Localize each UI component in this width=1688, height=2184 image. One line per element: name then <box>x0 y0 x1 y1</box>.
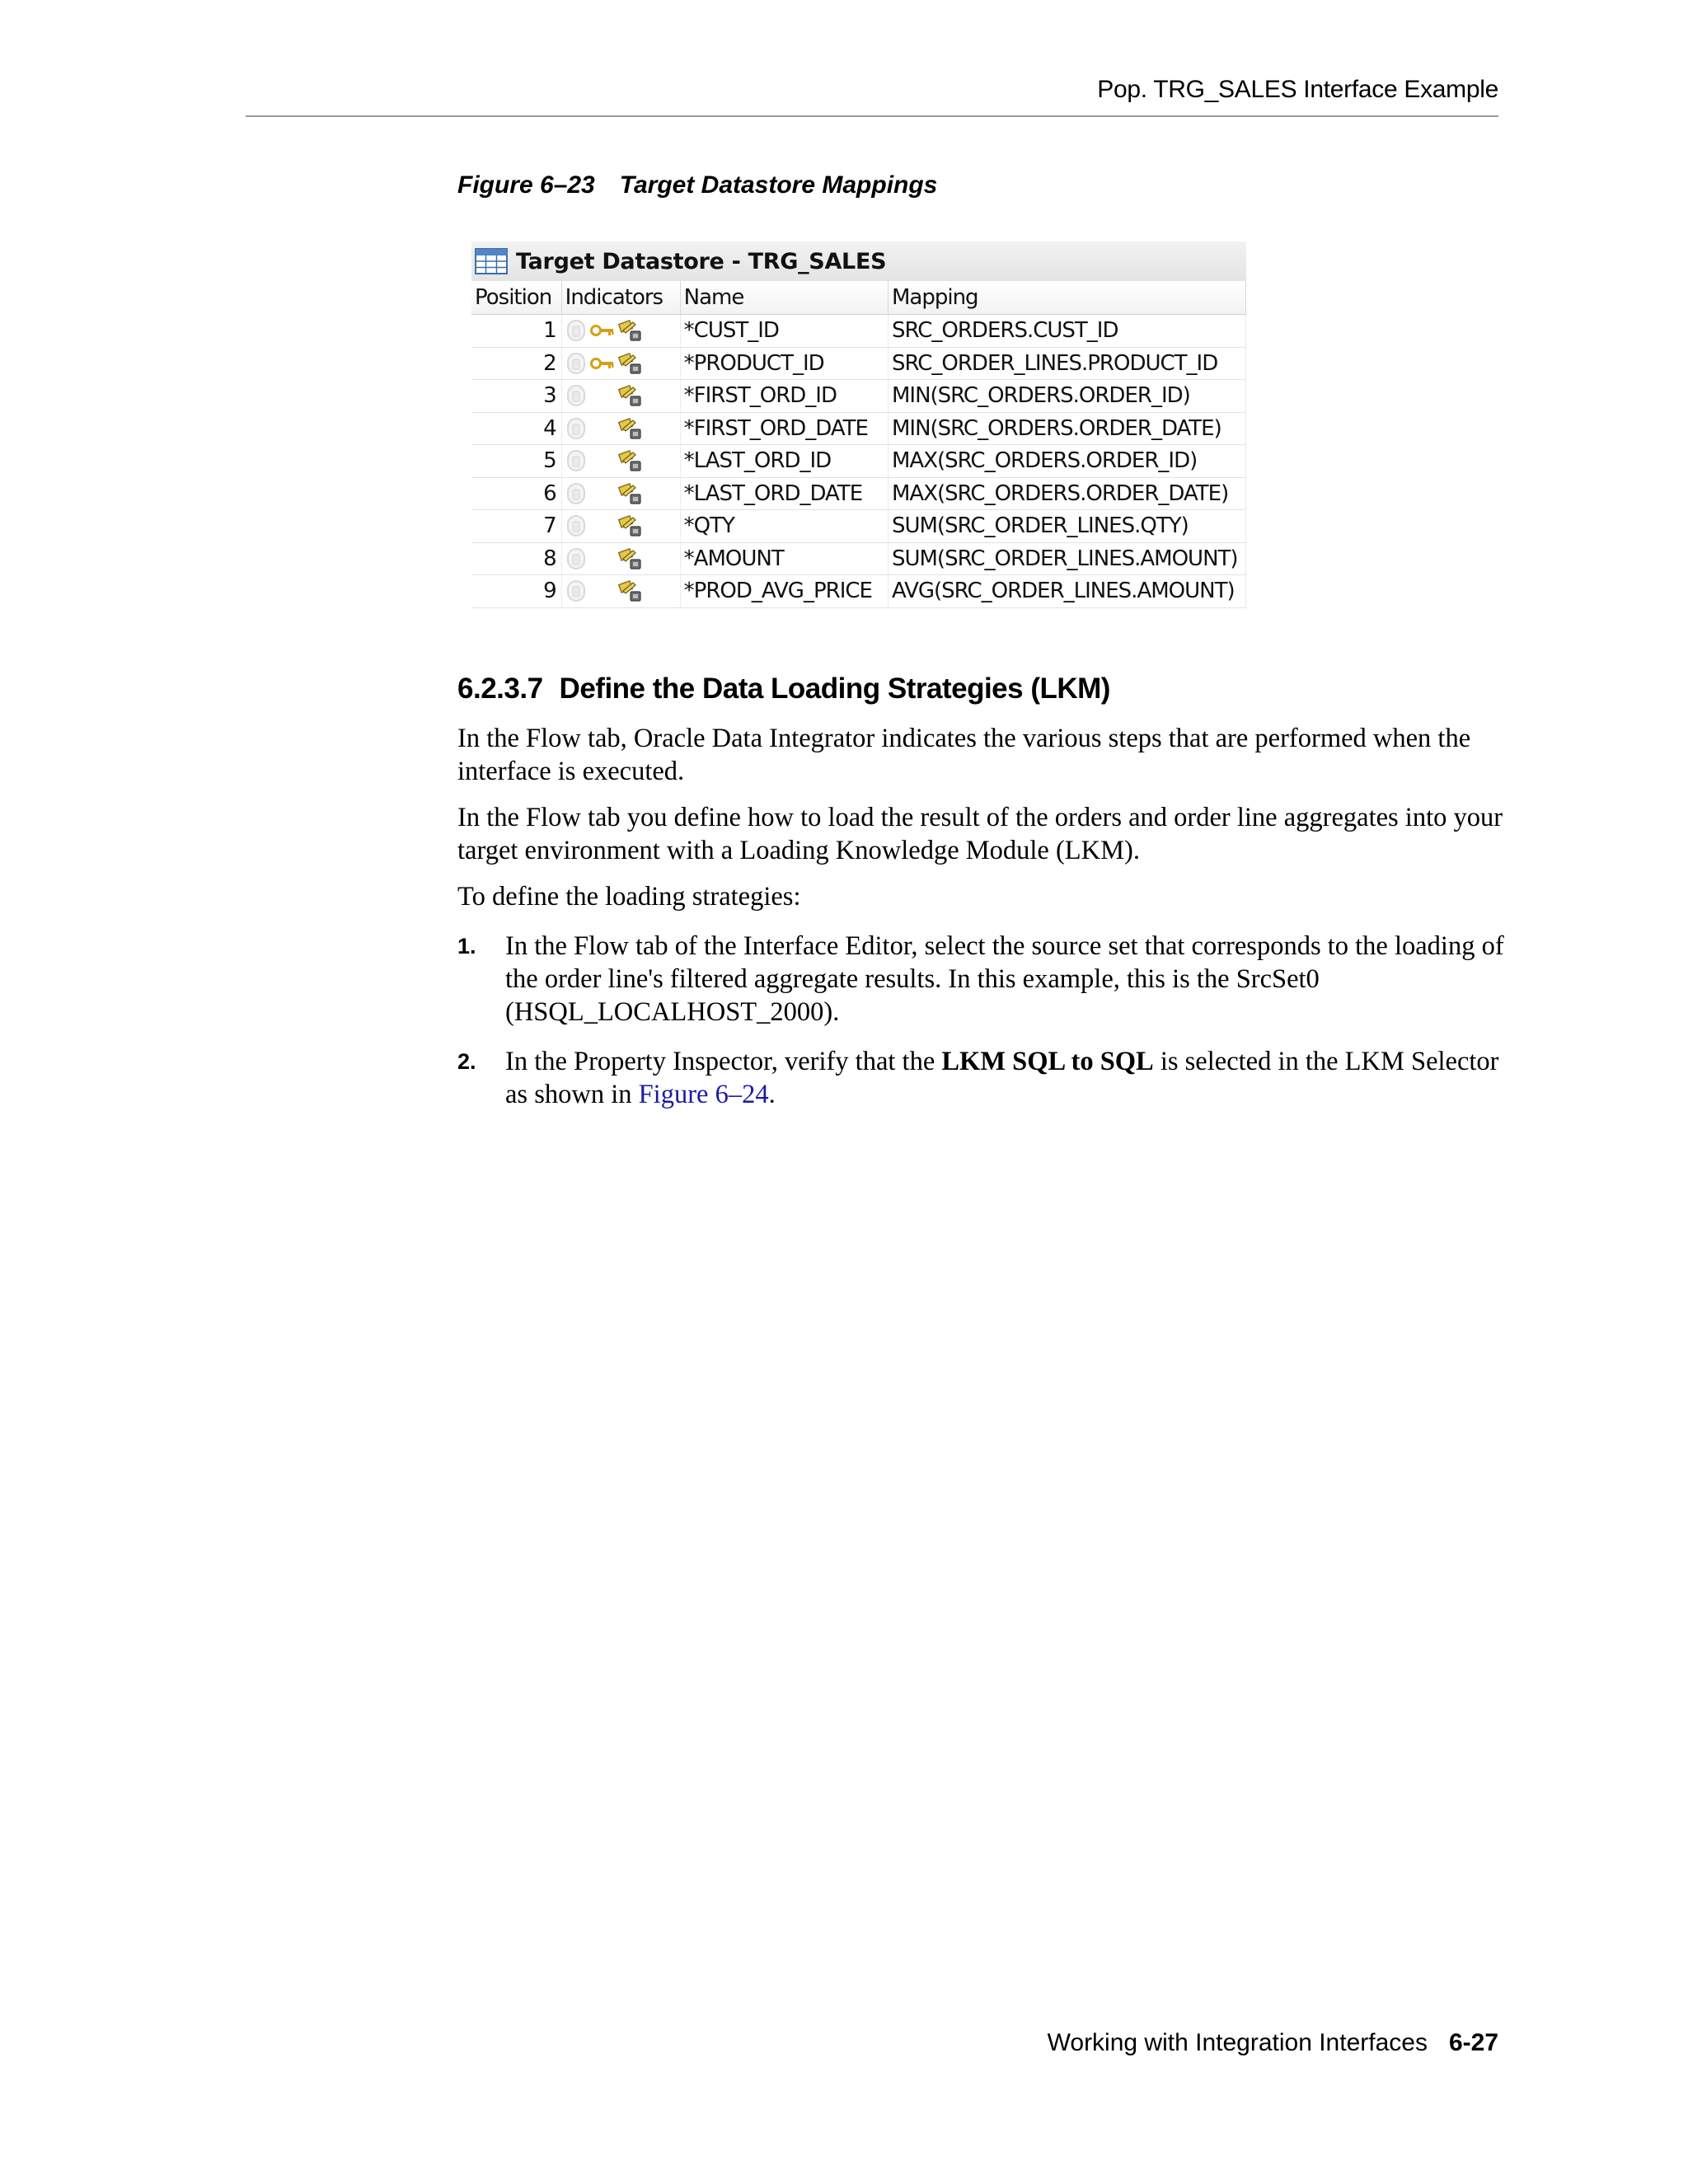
row-indicators <box>561 445 680 478</box>
panel-title: Target Datastore - TRG_SALES <box>516 248 887 274</box>
column-header-indicators[interactable]: Indicators <box>561 281 680 315</box>
table-row[interactable] <box>471 477 1246 510</box>
row-mapping: MAX(SRC_ORDERS.ORDER_DATE) <box>888 477 1245 510</box>
mapping-icon <box>618 384 643 407</box>
mapping-icon <box>618 514 643 537</box>
table-row[interactable] <box>471 347 1246 380</box>
execution-location-icon <box>565 351 587 376</box>
execution-location-icon <box>565 546 587 571</box>
execution-location-icon <box>565 318 587 343</box>
row-name: *LAST_ORD_DATE <box>680 477 888 510</box>
running-header <box>246 73 1498 117</box>
indicator-icons <box>565 575 677 607</box>
row-name: *FIRST_ORD_ID <box>680 380 888 413</box>
indicator-icons <box>565 413 677 445</box>
paragraph-define-strategies: To define the loading strategies: <box>457 882 801 912</box>
section-heading <box>457 673 1110 705</box>
row-position: 3 <box>471 380 561 413</box>
row-position: 7 <box>471 510 561 543</box>
row-mapping: SRC_ORDER_LINES.PRODUCT_ID <box>888 347 1245 380</box>
row-mapping: SRC_ORDERS.CUST_ID <box>888 315 1245 348</box>
step-1-text: In the Flow tab of the Interface Editor, select the source set that corresponds to the loading of the order line's filtered aggregate results. In this example, this is the SrcSet0 (HSQL_LOCALHOST_2000). <box>505 931 1504 1027</box>
row-name: *PRODUCT_ID <box>680 347 888 380</box>
mapping-icon <box>618 417 643 440</box>
indicator-icons <box>565 445 677 477</box>
row-indicators <box>561 412 680 445</box>
table-row[interactable] <box>471 575 1246 608</box>
step-2-text <box>505 1045 1504 1111</box>
row-mapping: AVG(SRC_ORDER_LINES.AMOUNT) <box>888 575 1245 608</box>
row-indicators <box>561 347 680 380</box>
figure-title: Target Datastore Mappings <box>619 171 938 199</box>
page-number: 6-27 <box>1448 2029 1498 2056</box>
execution-location-icon <box>565 416 587 441</box>
row-name: *CUST_ID <box>680 315 888 348</box>
running-footer <box>1048 2029 1498 2057</box>
running-title: Pop. TRG_SALES Interface Example <box>1097 76 1498 103</box>
row-name: *PROD_AVG_PRICE <box>680 575 888 608</box>
row-mapping: MAX(SRC_ORDERS.ORDER_ID) <box>888 445 1245 478</box>
mapping-icon <box>618 579 643 602</box>
row-position: 1 <box>471 315 561 348</box>
key-icon <box>590 321 615 340</box>
row-name: *QTY <box>680 510 888 543</box>
column-header-name[interactable]: Name <box>680 281 888 315</box>
row-indicators <box>561 380 680 413</box>
table-icon <box>475 248 508 274</box>
figure-caption <box>457 171 937 199</box>
paragraph-load-result: In the Flow tab you define how to load the result of the orders and order line aggregates into your target environment with a Loading Knowledge Module (LKM). <box>457 803 1503 865</box>
figure-6-24-link[interactable]: Figure 6–24 <box>638 1080 769 1109</box>
target-datastore-panel <box>471 241 1246 616</box>
indicator-icons <box>565 510 677 542</box>
table-row[interactable] <box>471 315 1246 348</box>
row-position: 9 <box>471 575 561 608</box>
row-mapping: MIN(SRC_ORDERS.ORDER_DATE) <box>888 412 1245 445</box>
figure-number: Figure 6–23 <box>457 171 595 199</box>
row-position: 2 <box>471 347 561 380</box>
column-header-position[interactable]: Position <box>471 281 561 315</box>
row-mapping: MIN(SRC_ORDERS.ORDER_ID) <box>888 380 1245 413</box>
execution-location-icon <box>565 448 587 473</box>
row-position: 6 <box>471 477 561 510</box>
table-row[interactable] <box>471 542 1246 575</box>
mapping-icon <box>618 482 643 505</box>
section-number: 6.2.3.7 <box>457 673 543 705</box>
table-row[interactable] <box>471 380 1246 413</box>
section-title: Define the Data Loading Strategies (LKM) <box>559 673 1110 705</box>
row-mapping: SUM(SRC_ORDER_LINES.AMOUNT) <box>888 542 1245 575</box>
table-row[interactable] <box>471 412 1246 445</box>
execution-location-icon <box>565 513 587 538</box>
table-row[interactable] <box>471 445 1246 478</box>
mapping-table <box>471 281 1246 608</box>
paragraph-flow-tab: In the Flow tab, Oracle Data Integrator indicates the various steps that are performed when the interface is executed. <box>457 724 1471 786</box>
row-position: 4 <box>471 412 561 445</box>
indicator-icons <box>565 315 677 347</box>
mapping-icon <box>618 352 643 375</box>
table-header-row <box>471 281 1246 315</box>
indicator-icons <box>565 380 677 412</box>
panel-title-bar <box>471 241 1246 281</box>
row-indicators <box>561 315 680 348</box>
indicator-icons <box>565 348 677 380</box>
list-marker: 2. <box>457 1049 476 1074</box>
indicator-icons <box>565 478 677 510</box>
key-icon <box>590 354 615 373</box>
table-row[interactable] <box>471 510 1246 543</box>
row-name: *FIRST_ORD_DATE <box>680 412 888 445</box>
mapping-icon <box>618 547 643 570</box>
row-mapping: SUM(SRC_ORDER_LINES.QTY) <box>888 510 1245 543</box>
row-indicators <box>561 542 680 575</box>
row-position: 8 <box>471 542 561 575</box>
row-position: 5 <box>471 445 561 478</box>
row-indicators <box>561 510 680 543</box>
step-2-text-middle: is selected in the LKM Selector as shown in <box>505 1047 1499 1109</box>
column-header-mapping[interactable]: Mapping <box>888 281 1245 315</box>
step-2-text-after: . <box>768 1080 776 1109</box>
execution-location-icon <box>565 579 587 603</box>
indicator-icons <box>565 543 677 575</box>
mapping-icon <box>618 449 643 472</box>
list-marker: 1. <box>457 934 476 958</box>
row-name: *AMOUNT <box>680 542 888 575</box>
lkm-name: LKM SQL to SQL <box>941 1047 1154 1076</box>
execution-location-icon <box>565 383 587 408</box>
row-name: *LAST_ORD_ID <box>680 445 888 478</box>
row-indicators <box>561 575 680 608</box>
step-2-text-before: In the Property Inspector, verify that the <box>505 1047 942 1076</box>
mapping-icon <box>618 319 643 342</box>
execution-location-icon <box>565 481 587 506</box>
chapter-title: Working with Integration Interfaces <box>1047 2029 1428 2056</box>
row-indicators <box>561 477 680 510</box>
